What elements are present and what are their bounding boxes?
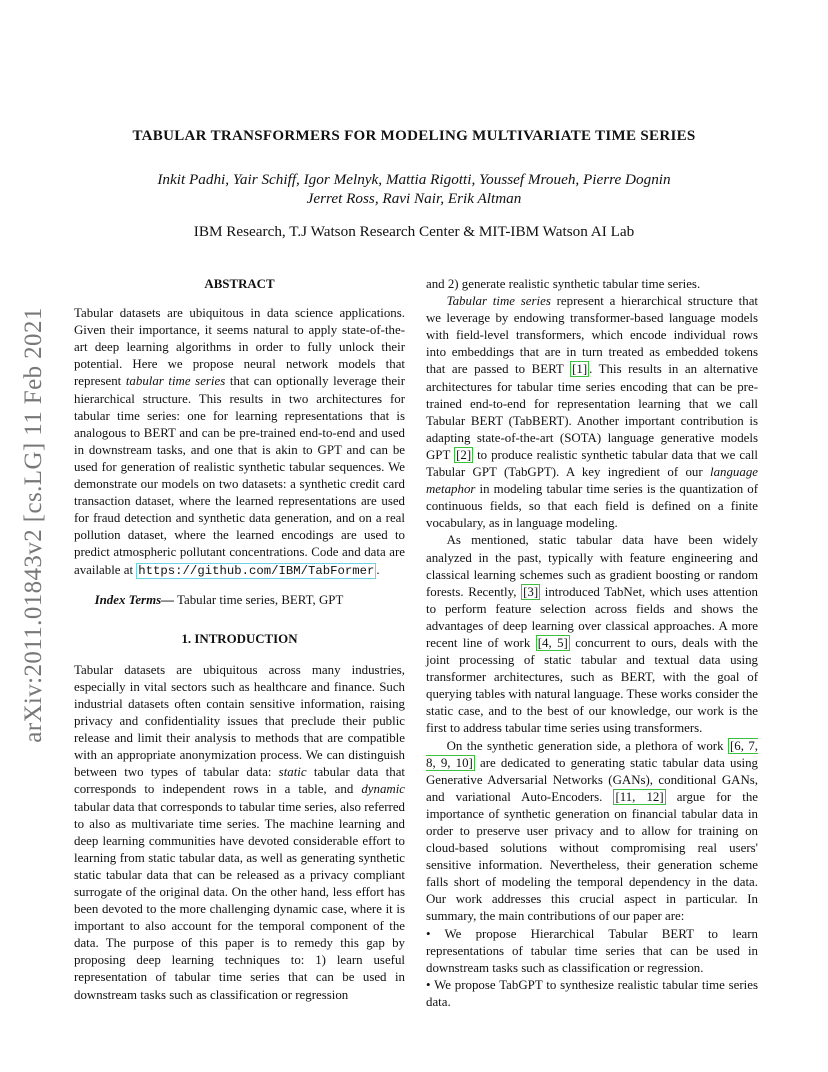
intro-paragraph-1: Tabular datasets are ubiquitous across many industries, especially in vital sectors such as healthcare and finance. Such industrial datasets often contain sensitive information, raising privacy and confidentiality issues that preclude their public release and limit their analysis to methods that are compatible with an appropriate anonymization process. We can distinguish between two types of tabular data: static tabular data that corresponds to independent rows in a table, and dynamic tabular data that corresponds to tabular time series, also referred to also as multivariate time series. The machine learning and deep learning communities have devoted considerable effort to learning from static tabular data, as well as generating synthetic static tabular data that can be released as a privacy compliant surrogate of the original data. On the other hand, less effort has been devoted to the more challenging dynamic case, where it is important to also account for the temporal component of the data. The purpose of this paper is to remedy this gap by proposing deep learning techniques to: 1) learn useful representation of tabular time series that can be used in downstream tasks such as classification or regression bbox=[74, 662, 405, 1002]
citation-link[interactable]: [6, 7, 8, 9, 10] bbox=[426, 738, 758, 770]
contribution-bullet-2: • We propose TabGPT to synthesize realistic tabular time series data. bbox=[426, 977, 758, 1009]
right-column bbox=[426, 276, 758, 1011]
affiliation: IBM Research, T.J Watson Research Center & MIT-IBM Watson AI Lab bbox=[193, 223, 635, 240]
abstract-heading: ABSTRACT bbox=[204, 277, 275, 291]
authors-line-2: Jerret Ross, Ravi Nair, Erik Altman bbox=[306, 190, 522, 207]
abstract-body: Tabular datasets are ubiquitous in data science applications. Given their importance, it seems natural to apply state-of-the-art deep learning algorithms in order to fully unlock their potential. Here we propose neural network models that represent tabular time series that can optionally leverage their hierarchical structure. This results in two architectures for tabular time series: one for learning representations that is analogous to BERT and can be pre-trained end-to-end and used in downstream tasks, and one that is akin to GPT and can be used for generation of realistic synthetic tabular sequences. We demonstrate our models on two datasets: a synthetic credit card transaction dataset, where the learned representations are used for fraud detection and synthetic data generation, and on a real pollution dataset, where the learned encodings are used to predict atmospheric pollutant concentrations. Code and data are available at https://github.com/IBM/TabFormer . bbox=[74, 306, 405, 578]
index-terms: Index Terms— Tabular time series, BERT, GPT bbox=[94, 592, 344, 607]
code-link[interactable]: https://github.com/IBM/TabFormer bbox=[138, 563, 375, 578]
authors-line-1: Inkit Padhi, Yair Schiff, Igor Melnyk, Mattia Rigotti, Youssef Mroueh, Pierre Dognin bbox=[157, 171, 671, 188]
citation-link[interactable]: [4, 5] bbox=[537, 635, 568, 650]
intro-paragraph-3: As mentioned, static tabular data have been widely analyzed in the past, typically with feature engineering and classical learning schemes such as gradient boosting or random forests. Recently, [3] introduced TabNet, which uses attention to perform feature selection across fields and shows the advantages of deep learning over classical approaches. A more recent line of work [4, 5] concurrent to ours, deals with the joint processing of static tabular and textual data using transformer architectures, such as BERT, with the goal of querying tables with natural language. These works consider the static case, and to the best of our knowledge, our work is the first to address tabular time series using transformers. bbox=[426, 533, 759, 736]
left-column bbox=[74, 276, 405, 1004]
contribution-bullet-1: • We propose Hierarchical Tabular BERT to learn representations of tabular time series that can be used in downstream tasks such as classification or regression. bbox=[426, 926, 758, 975]
arxiv-id: arXiv:2011.01843v2 [cs.LG] 11 Feb 2021 bbox=[20, 307, 47, 743]
citation-link[interactable]: [1] bbox=[572, 362, 588, 377]
citation-link[interactable]: [11, 12] bbox=[615, 789, 664, 804]
citation-link[interactable]: [3] bbox=[523, 584, 539, 599]
citation-link[interactable]: [2] bbox=[456, 447, 472, 462]
paper-title: TABULAR TRANSFORMERS FOR MODELING MULTIVARIATE TIME SERIES bbox=[132, 128, 696, 144]
intro-paragraph-4: On the synthetic generation side, a plethora of work [6, 7, 8, 9, 10] are dedicated to generating static tabular data using Generative Adversarial Networks (GANs), conditional GANs, and variational Auto-Encoders. [11, 12] argue for the importance of synthetic generation on financial tabular data in order to preserve user privacy and to allow for training on cloud-based solutions without compromising real users' sensitive information. Nevertheless, their generation scheme falls short of modeling the temporal dependency in the data. Our work addresses this crucial aspect in particular. In summary, the main contributions of our paper are: bbox=[426, 738, 758, 924]
arxiv-sidebar-stamp bbox=[16, 290, 52, 760]
intro-paragraph-1-continued: and 2) generate realistic synthetic tabular time series. bbox=[426, 277, 701, 291]
intro-paragraph-2: Tabular time series represent a hierarchical structure that we leverage by endowing transformer-based language models with field-level transformers, which encode individual rows into embeddings that are in turn treated as embedded tokens that are passed to BERT [1] . This results in an alternative architectures for tabular time series encoding that can be pre-trained end-to-end for representation learning that we call Tabular BERT (TabBERT). Another important contribution is adapting state-of-the-art (SOTA) language generative models GPT [2] to produce realistic synthetic tabular data that we call Tabular GPT (TabGPT). A key ingredient of our language metaphor in modeling tabular time series is the quantization of continuous fields, so that each field is defined on a finite vocabulary, as in language modeling. bbox=[426, 294, 758, 531]
intro-heading: 1. INTRODUCTION bbox=[181, 631, 298, 646]
author-list bbox=[0, 170, 828, 208]
